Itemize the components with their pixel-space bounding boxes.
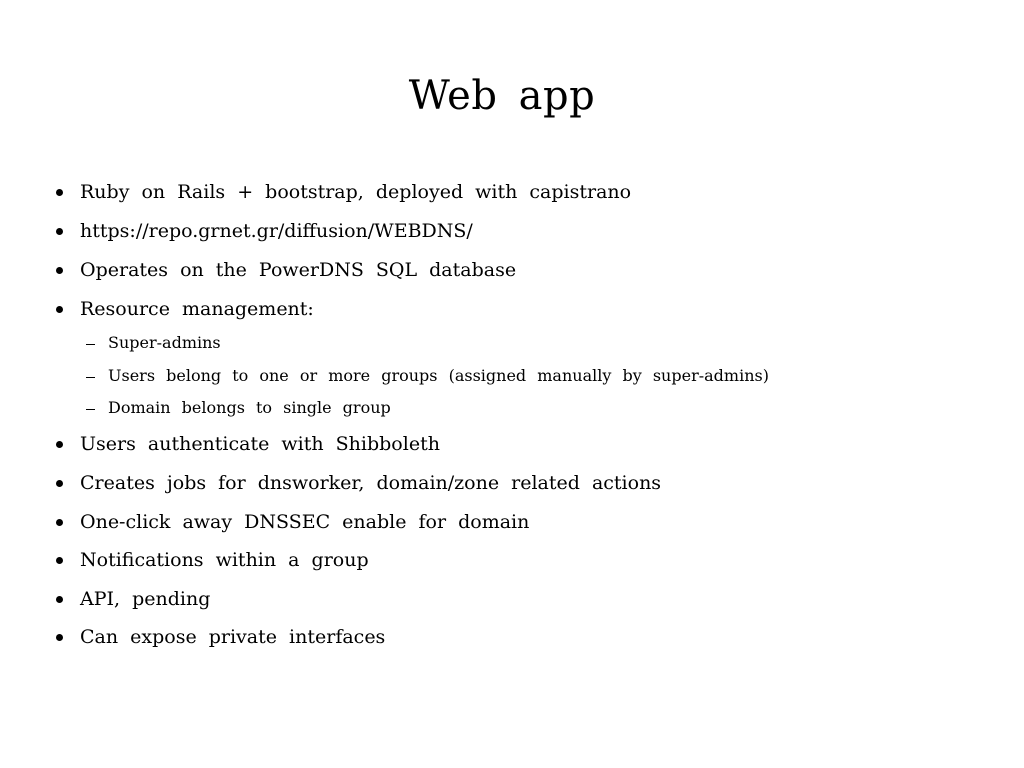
bullet-icon xyxy=(56,480,63,487)
bullet-item-api: API, pending xyxy=(80,588,211,610)
dash-icon xyxy=(86,409,95,410)
bullet-item-dnsworker-jobs: Creates jobs for dnsworker, domain/zone related actions xyxy=(80,472,662,494)
bullet-item-dnssec: One-click away DNSSEC enable for domain xyxy=(80,511,530,533)
bullet-item-private-interfaces: Can expose private interfaces xyxy=(80,626,386,648)
bullet-icon xyxy=(56,441,63,448)
bullet-item-notifications: Notifications within a group xyxy=(80,549,369,571)
bullet-icon xyxy=(56,596,63,603)
bullet-icon xyxy=(56,519,63,526)
bullet-item-shibboleth: Users authenticate with Shibboleth xyxy=(80,433,440,455)
bullet-item-resource-management: Resource management: xyxy=(80,298,314,320)
bullet-item-repo-url: https://repo.grnet.gr/diffusion/WEBDNS/ xyxy=(80,220,473,242)
bullet-item-powerdns: Operates on the PowerDNS SQL database xyxy=(80,259,517,281)
sub-bullet-item-super-admins: Super-admins xyxy=(108,333,221,352)
bullet-icon xyxy=(56,306,63,313)
slide-title: Web app xyxy=(408,73,596,119)
sub-bullet-item-users-groups: Users belong to one or more groups (assigned manually by super-admins) xyxy=(108,366,769,385)
bullet-item-ruby-on-rails: Ruby on Rails + bootstrap, deployed with capistrano xyxy=(80,181,632,203)
bullet-icon xyxy=(56,634,63,641)
dash-icon xyxy=(86,344,95,345)
bullet-icon xyxy=(56,228,63,235)
sub-bullet-item-domain-group: Domain belongs to single group xyxy=(108,398,391,417)
bullet-icon xyxy=(56,557,63,564)
bullet-icon xyxy=(56,189,63,196)
dash-icon xyxy=(86,377,95,378)
bullet-icon xyxy=(56,267,63,274)
